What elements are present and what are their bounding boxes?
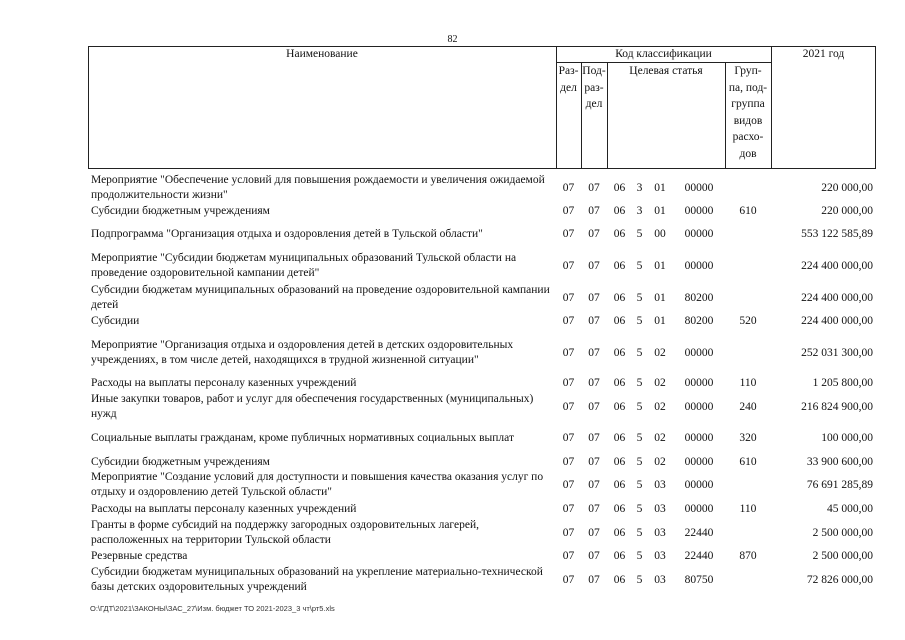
cell-subprogram: 3 xyxy=(636,182,643,194)
header-vid-line: группа xyxy=(731,98,765,110)
table-row xyxy=(88,549,876,564)
header-vid-line: Груп- xyxy=(734,65,762,77)
cell-direction: 00000 xyxy=(684,377,714,389)
cell-podrazdel: 07 xyxy=(588,527,600,539)
table-header xyxy=(88,46,876,169)
table-row xyxy=(88,204,876,219)
table-row xyxy=(88,565,876,595)
cell-subprogram: 5 xyxy=(636,574,643,586)
cell-razdel: 07 xyxy=(562,456,575,468)
cell-podrazdel: 07 xyxy=(588,347,600,359)
cell-event: 03 xyxy=(654,503,666,515)
cell-subprogram: 3 xyxy=(636,205,643,217)
cell-amount: 224 400 000,00 xyxy=(801,315,873,327)
cell-event: 01 xyxy=(654,315,666,327)
cell-name: Мероприятие "Обеспечение условий для повышения рождаемости и увеличения ожидаемой продолжительности жизни" xyxy=(91,174,545,201)
cell-name: Расходы на выплаты персоналу казенных учреждений xyxy=(91,377,357,389)
header-vid-line: видов xyxy=(733,114,763,127)
cell-subprogram: 5 xyxy=(636,377,643,389)
cell-expense-type: 110 xyxy=(739,503,757,515)
cell-razdel: 07 xyxy=(562,228,575,240)
cell-event: 03 xyxy=(654,574,666,586)
table-row xyxy=(88,283,876,313)
header-code-group: Код классификации xyxy=(615,48,712,60)
cell-direction: 00000 xyxy=(684,456,714,468)
cell-name: Резервные средства xyxy=(91,550,188,562)
cell-expense-type: 320 xyxy=(739,432,757,444)
cell-amount: 45 000,00 xyxy=(827,503,873,515)
header-divider xyxy=(771,46,772,169)
cell-subprogram: 5 xyxy=(636,456,643,468)
header-razdel-line: дел xyxy=(560,81,577,94)
header-podrazdel-line: дел xyxy=(585,98,603,110)
cell-program: 06 xyxy=(613,205,626,217)
cell-amount: 33 900 600,00 xyxy=(806,456,873,468)
cell-event: 01 xyxy=(654,182,666,194)
cell-razdel: 07 xyxy=(562,292,575,304)
cell-amount: 76 691 285,89 xyxy=(806,479,873,491)
header-bottom-border xyxy=(88,168,876,169)
cell-program: 06 xyxy=(613,550,626,562)
cell-podrazdel: 07 xyxy=(588,456,600,468)
cell-event: 03 xyxy=(654,527,666,539)
table-row xyxy=(88,455,876,470)
cell-program: 06 xyxy=(613,574,626,586)
header-vid-line: дов xyxy=(739,147,757,160)
cell-name: Подпрограмма "Организация отдыха и оздоровления детей в Тульской области" xyxy=(91,228,483,240)
cell-subprogram: 5 xyxy=(636,315,643,327)
cell-direction: 00000 xyxy=(684,182,714,194)
cell-name: Мероприятие "Организация отдыха и оздоровления детей в детских оздоровительных учреждениях, в том числе детей, находящихся в трудной жизненной ситуации" xyxy=(91,339,514,366)
table-row xyxy=(88,376,876,391)
cell-name: Иные закупки товаров, работ и услуг для обеспечения государственных (муниципальных) нужд xyxy=(91,393,534,420)
cell-amount: 100 000,00 xyxy=(821,432,873,444)
cell-event: 01 xyxy=(654,292,666,304)
cell-event: 02 xyxy=(654,401,666,413)
cell-direction: 80750 xyxy=(684,574,714,586)
cell-podrazdel: 07 xyxy=(588,401,600,413)
cell-podrazdel: 07 xyxy=(588,182,600,194)
cell-razdel: 07 xyxy=(562,377,575,389)
cell-event: 00 xyxy=(654,228,666,240)
cell-event: 01 xyxy=(654,260,666,272)
header-left-border xyxy=(88,46,89,169)
cell-amount: 2 500 000,00 xyxy=(812,527,873,539)
cell-razdel: 07 xyxy=(562,432,575,444)
cell-subprogram: 5 xyxy=(636,503,643,515)
header-vid-line: расхо- xyxy=(732,131,764,143)
cell-podrazdel: 07 xyxy=(588,292,600,304)
cell-program: 06 xyxy=(613,260,626,272)
cell-direction: 80200 xyxy=(684,292,714,304)
cell-program: 06 xyxy=(613,315,626,327)
table-row xyxy=(88,251,876,281)
cell-razdel: 07 xyxy=(562,347,575,359)
cell-name: Субсидии xyxy=(91,315,140,327)
header-razdel xyxy=(556,63,581,96)
cell-name: Мероприятие "Создание условий для доступности и повышения качества оказания услуг по отдыху и оздоровлению детей Тульской области" xyxy=(91,471,544,498)
cell-program: 06 xyxy=(613,228,626,240)
header-podrazdel xyxy=(581,63,607,113)
cell-event: 02 xyxy=(654,377,666,389)
cell-program: 06 xyxy=(613,401,626,413)
cell-razdel: 07 xyxy=(562,527,575,539)
cell-podrazdel: 07 xyxy=(588,550,600,562)
cell-subprogram: 5 xyxy=(636,260,643,272)
cell-expense-type: 610 xyxy=(739,205,757,217)
table-row xyxy=(88,470,876,500)
cell-subprogram: 5 xyxy=(636,479,643,491)
cell-direction: 00000 xyxy=(684,401,714,413)
cell-event: 03 xyxy=(654,550,666,562)
cell-name: Социальные выплаты гражданам, кроме публичных нормативных социальных выплат xyxy=(91,432,514,444)
cell-direction: 22440 xyxy=(684,550,714,562)
cell-amount: 216 824 900,00 xyxy=(801,401,873,413)
cell-amount: 220 000,00 xyxy=(821,182,873,194)
cell-subprogram: 5 xyxy=(636,292,643,304)
header-name: Наименование xyxy=(286,48,358,60)
cell-name: Субсидии бюджетным учреждениям xyxy=(91,205,270,217)
cell-amount: 224 400 000,00 xyxy=(801,260,873,272)
cell-razdel: 07 xyxy=(562,479,575,491)
cell-name: Субсидии бюджетным учреждениям xyxy=(91,456,270,468)
cell-expense-type: 240 xyxy=(739,401,757,413)
cell-event: 03 xyxy=(654,479,666,491)
table-row xyxy=(88,338,876,368)
cell-expense-type: 110 xyxy=(739,377,757,389)
table-row xyxy=(88,227,876,242)
cell-name: Субсидии бюджетам муниципальных образований на укрепление материально-технической базы детских оздоровительных учреждений xyxy=(91,566,543,593)
cell-direction: 00000 xyxy=(684,503,714,515)
cell-program: 06 xyxy=(613,527,626,539)
cell-direction: 00000 xyxy=(684,347,714,359)
cell-podrazdel: 07 xyxy=(588,228,600,240)
table-row xyxy=(88,314,876,329)
header-year: 2021 год xyxy=(802,48,845,60)
cell-event: 02 xyxy=(654,347,666,359)
cell-direction: 80200 xyxy=(684,315,714,327)
cell-program: 06 xyxy=(613,292,626,304)
table-row xyxy=(88,173,876,203)
header-vid xyxy=(725,63,771,162)
cell-razdel: 07 xyxy=(562,315,575,327)
cell-name: Субсидии бюджетам муниципальных образований на проведение оздоровительной кампании детей xyxy=(91,284,550,311)
cell-podrazdel: 07 xyxy=(588,432,600,444)
cell-program: 06 xyxy=(613,503,626,515)
header-right-border xyxy=(875,46,876,169)
cell-expense-type: 520 xyxy=(739,315,757,327)
cell-podrazdel: 07 xyxy=(588,205,600,217)
cell-name: Гранты в форме субсидий на поддержку загородных оздоровительных лагерей, расположенных на территории Тульской области xyxy=(91,519,479,546)
cell-direction: 00000 xyxy=(684,205,714,217)
cell-program: 06 xyxy=(613,182,626,194)
cell-name: Расходы на выплаты персоналу казенных учреждений xyxy=(91,503,357,515)
cell-expense-type: 610 xyxy=(739,456,757,468)
table-row xyxy=(88,392,876,422)
cell-subprogram: 5 xyxy=(636,347,643,359)
cell-amount: 2 500 000,00 xyxy=(812,550,873,562)
cell-podrazdel: 07 xyxy=(588,377,600,389)
table-row xyxy=(88,431,876,446)
cell-razdel: 07 xyxy=(562,550,575,562)
cell-direction: 00000 xyxy=(684,479,714,491)
cell-program: 06 xyxy=(613,377,626,389)
cell-subprogram: 5 xyxy=(636,527,643,539)
cell-razdel: 07 xyxy=(562,401,575,413)
cell-subprogram: 5 xyxy=(636,401,643,413)
cell-amount: 224 400 000,00 xyxy=(801,292,873,304)
cell-program: 06 xyxy=(613,456,626,468)
cell-razdel: 07 xyxy=(562,574,575,586)
table-row xyxy=(88,518,876,548)
cell-direction: 00000 xyxy=(684,260,714,272)
cell-amount: 252 031 300,00 xyxy=(801,347,873,359)
header-podrazdel-line: раз- xyxy=(584,81,604,94)
cell-program: 06 xyxy=(613,432,626,444)
cell-razdel: 07 xyxy=(562,205,575,217)
cell-subprogram: 5 xyxy=(636,228,643,240)
cell-amount: 553 122 585,89 xyxy=(801,228,873,240)
table-row xyxy=(88,502,876,517)
cell-razdel: 07 xyxy=(562,182,575,194)
cell-program: 06 xyxy=(613,479,626,491)
header-vid-line: па, под- xyxy=(728,81,768,94)
cell-razdel: 07 xyxy=(562,503,575,515)
cell-podrazdel: 07 xyxy=(588,260,600,272)
cell-subprogram: 5 xyxy=(636,432,643,444)
file-path: O:\ГДТ\2021\ЗАКОНЫ\ЗАС_27\Изм. бюджет ТО 2021-2023_3 чт\рт5.xls xyxy=(90,604,335,613)
header-podrazdel-line: Под- xyxy=(582,65,606,77)
cell-name: Мероприятие "Субсидии бюджетам муниципальных образований Тульской области на проведение оздоровительной кампании детей" xyxy=(91,252,517,279)
cell-amount: 1 205 800,00 xyxy=(812,377,873,389)
header-razdel-line: Раз- xyxy=(558,65,579,77)
cell-event: 01 xyxy=(654,205,666,217)
cell-program: 06 xyxy=(613,347,626,359)
cell-direction: 22440 xyxy=(684,527,714,539)
cell-podrazdel: 07 xyxy=(588,479,600,491)
cell-direction: 00000 xyxy=(684,228,714,240)
cell-event: 02 xyxy=(654,432,666,444)
cell-podrazdel: 07 xyxy=(588,315,600,327)
cell-direction: 00000 xyxy=(684,432,714,444)
cell-razdel: 07 xyxy=(562,260,575,272)
cell-amount: 220 000,00 xyxy=(821,205,873,217)
cell-event: 02 xyxy=(654,456,666,468)
cell-amount: 72 826 000,00 xyxy=(806,574,873,586)
page-number: 82 xyxy=(447,34,458,45)
cell-expense-type: 870 xyxy=(739,550,757,562)
header-target: Целевая статья xyxy=(629,65,703,77)
cell-podrazdel: 07 xyxy=(588,574,600,586)
cell-podrazdel: 07 xyxy=(588,503,600,515)
cell-subprogram: 5 xyxy=(636,550,643,562)
